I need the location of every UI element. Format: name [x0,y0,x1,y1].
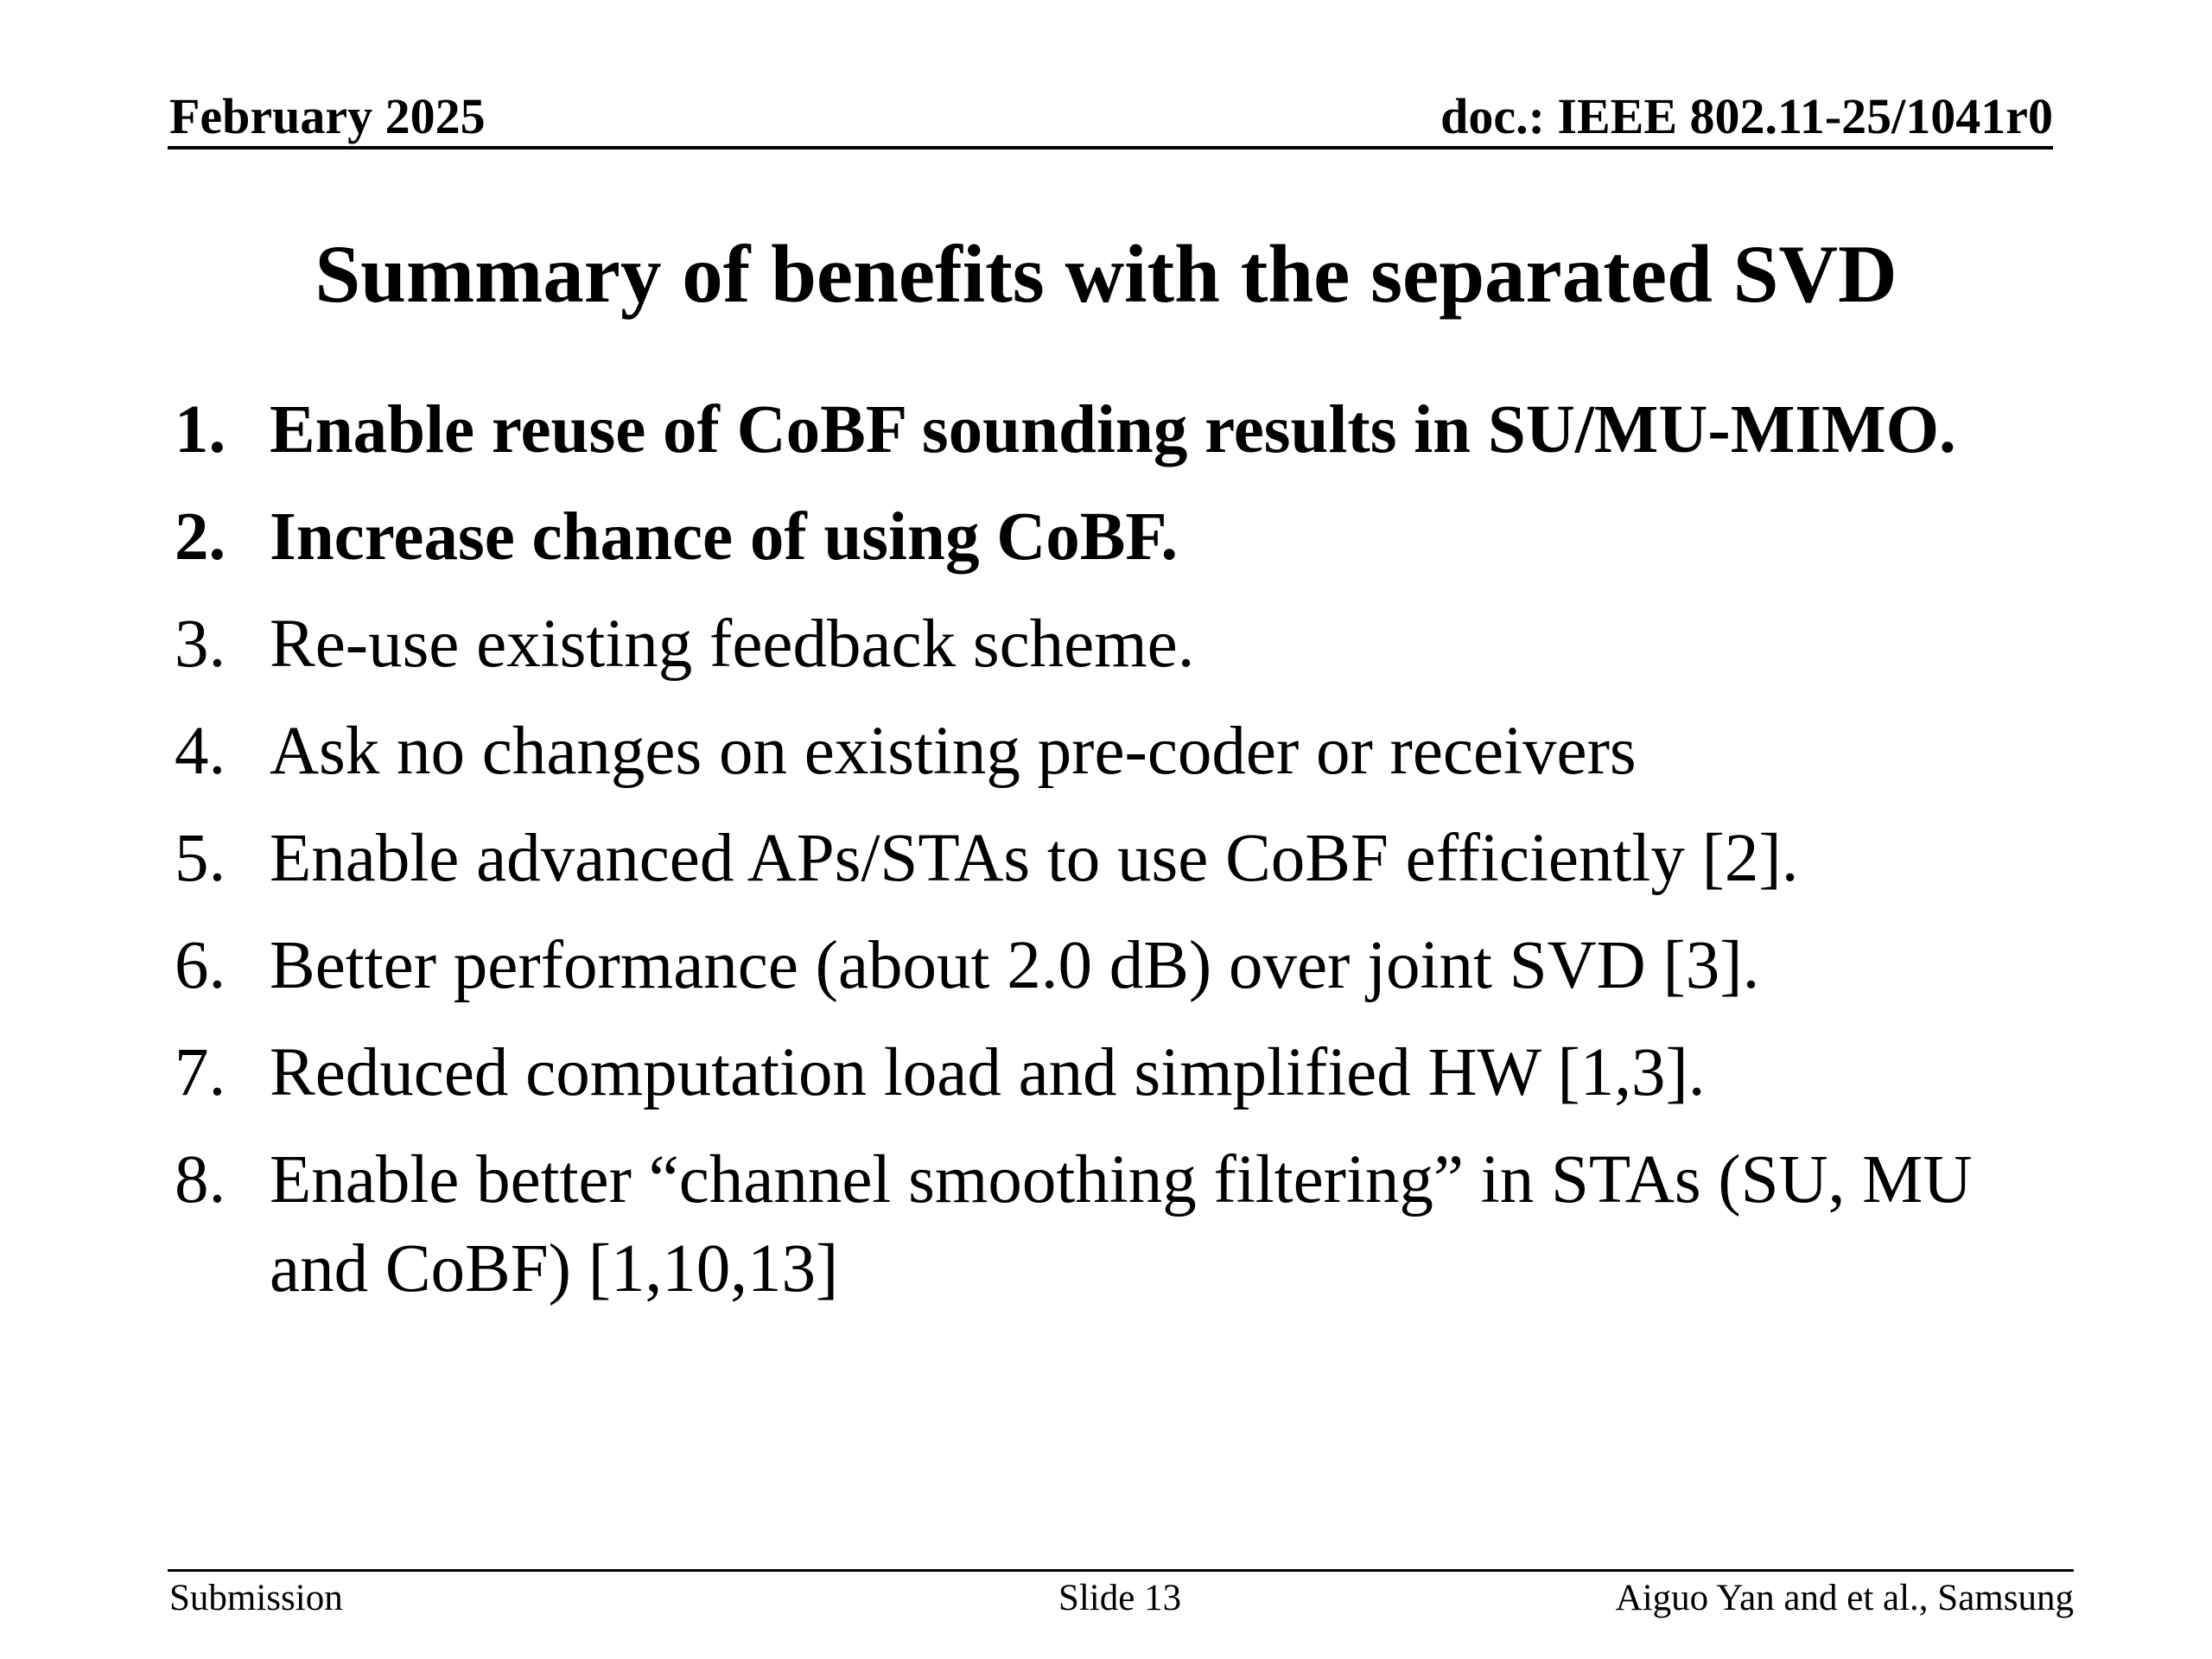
header-doc-id: doc.: IEEE 802.11-25/1041r0 [1440,88,2053,144]
item-text: Increase chance of using CoBF. [270,499,1179,575]
list-item [169,921,2070,1010]
list-item [169,1135,2070,1313]
item-number: 8. [175,1142,226,1217]
list-item [169,1028,2070,1117]
footer-submission: Submission [169,1578,343,1618]
item-number: 7. [175,1035,226,1110]
item-text: Reduced computation load and simplified HW [1,3]. [270,1035,1706,1110]
item-number: 5. [175,821,226,896]
list-item [169,814,2070,903]
list-item [169,385,2070,474]
item-number: 1. [175,392,226,467]
item-number: 4. [175,714,226,789]
item-text: Enable better “channel smoothing filtering” in STAs (SU, MU and CoBF) [1,10,13] [270,1142,1973,1306]
item-number: 6. [175,928,226,1003]
list-item [169,600,2070,689]
slide-title: Summary of benefits with the separated SVD [315,228,1897,320]
item-text: Re-use existing feedback scheme. [270,607,1195,682]
item-number: 3. [175,607,226,682]
item-number: 2. [175,499,226,575]
footer-divider [168,1569,2074,1572]
benefits-list [169,385,2070,1332]
item-text: Enable advanced APs/STAs to use CoBF efficiently [2]. [270,821,1799,896]
list-item [169,707,2070,796]
header-divider [168,146,2053,149]
list-item [169,493,2070,582]
footer-slide-number: Slide 13 [1058,1578,1182,1618]
item-text: Enable reuse of CoBF sounding results in SU/MU-MIMO. [270,392,1956,467]
header-date: February 2025 [169,88,486,144]
footer-authors: Aiguo Yan and et al., Samsung [1615,1578,2074,1618]
item-text: Better performance (about 2.0 dB) over joint SVD [3]. [270,928,1760,1003]
item-text: Ask no changes on existing pre-coder or receivers [270,714,1637,789]
